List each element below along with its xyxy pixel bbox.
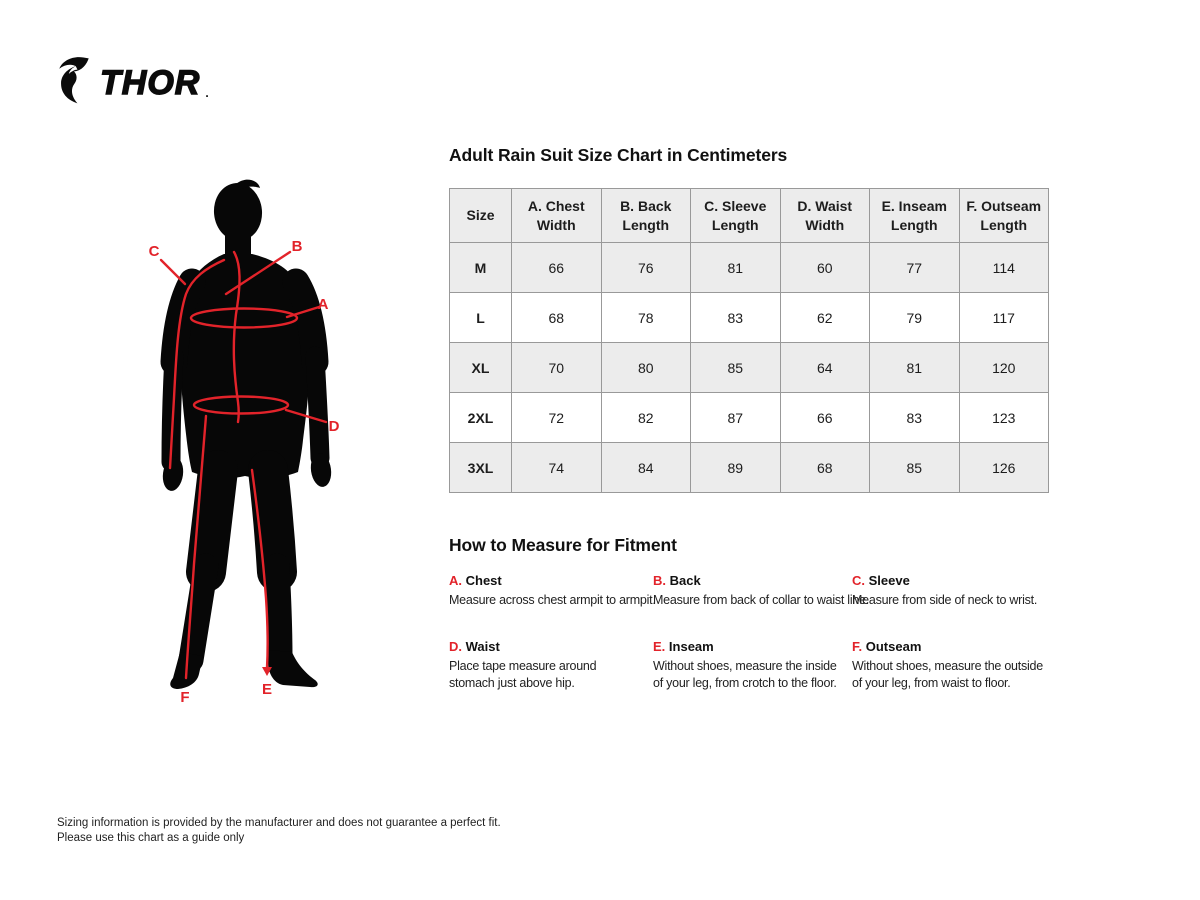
table-cell: 82: [601, 393, 691, 443]
size-chart-title: Adult Rain Suit Size Chart in Centimeters: [449, 145, 788, 165]
measure-grid: [449, 573, 1049, 692]
measure-desc-line: Measure from back of collar to waist line.: [653, 593, 869, 607]
measure-item-heading: [852, 573, 1049, 588]
table-cell: 60: [780, 243, 870, 293]
measurement-figure: [140, 172, 360, 712]
table-cell: 83: [691, 293, 781, 343]
table-cell: 85: [870, 443, 960, 493]
measure-item-inseam: [653, 639, 852, 692]
table-cell: 68: [512, 293, 602, 343]
table-cell: 64: [780, 343, 870, 393]
table-header-row: [450, 189, 1049, 243]
disclaimer-line: Please use this chart as a guide only: [57, 832, 245, 844]
measure-item-heading: [653, 573, 852, 588]
measure-desc-line: of your leg, from crotch to the floor.: [653, 676, 837, 690]
size-label: L: [450, 293, 512, 343]
measure-item-heading: [449, 573, 653, 588]
measure-item-heading: [653, 639, 852, 654]
size-label: M: [450, 243, 512, 293]
measure-name: Waist: [465, 639, 500, 654]
measure-letter: C.: [852, 573, 865, 588]
table-cell: 117: [959, 293, 1049, 343]
figure-label-E: E: [261, 681, 273, 698]
figure-label-F: F: [180, 689, 190, 706]
brand-name: THOR: [100, 64, 201, 102]
header-outseam: F. Outseam Length: [959, 189, 1049, 243]
table-row: [450, 443, 1049, 493]
header-size: Size: [450, 189, 512, 243]
table-cell: 85: [691, 343, 781, 393]
table-row: [450, 393, 1049, 443]
measure-item-waist: [449, 639, 653, 692]
table-cell: 74: [512, 443, 602, 493]
table-cell: 89: [691, 443, 781, 493]
figure-label-D: D: [328, 418, 340, 435]
header-inseam: E. Inseam Length: [870, 189, 960, 243]
leader-C: [161, 260, 185, 284]
size-chart-section: [449, 145, 1049, 692]
measure-name: Inseam: [668, 639, 714, 654]
measure-name: Back: [669, 573, 701, 588]
table-cell: 83: [870, 393, 960, 443]
body-silhouette-svg: [140, 172, 360, 712]
measure-item-chest: [449, 573, 656, 609]
thor-goat-icon: [55, 56, 93, 104]
disclaimer: [57, 816, 501, 846]
table-cell: 70: [512, 343, 602, 393]
measure-letter: B.: [653, 573, 666, 588]
table-cell: 81: [691, 243, 781, 293]
measure-item-back: [653, 573, 869, 609]
header-waist: D. Waist Width: [780, 189, 870, 243]
table-cell: 77: [870, 243, 960, 293]
measure-name: Chest: [465, 573, 502, 588]
table-cell: 76: [601, 243, 691, 293]
table-cell: 114: [959, 243, 1049, 293]
measure-item-sleeve: [852, 573, 1049, 609]
how-to-measure-title: How to Measure for Fitment: [449, 535, 677, 555]
header-chest: A. Chest Width: [512, 189, 602, 243]
size-label: 3XL: [450, 443, 512, 493]
brand-logo: [55, 56, 209, 104]
size-label: 2XL: [450, 393, 512, 443]
table-row: [450, 343, 1049, 393]
measure-letter: F.: [852, 639, 863, 654]
measure-item-outseam: [852, 639, 1049, 692]
figure-label-B: B: [291, 238, 303, 255]
table-cell: 126: [959, 443, 1049, 493]
header-back: B. Back Length: [601, 189, 691, 243]
size-chart-table: [449, 188, 1049, 493]
disclaimer-line: Sizing information is provided by the manufacturer and does not guarantee a perfect fit.: [57, 817, 501, 829]
table-cell: 84: [601, 443, 691, 493]
measure-item-heading: [449, 639, 653, 654]
body-silhouette: [180, 180, 310, 479]
how-to-measure-section: [449, 535, 1049, 692]
table-cell: 78: [601, 293, 691, 343]
figure-label-C: C: [148, 243, 160, 260]
measure-desc-line: Measure from side of neck to wrist.: [852, 593, 1038, 607]
table-cell: 66: [512, 243, 602, 293]
measure-letter: D.: [449, 639, 462, 654]
table-row: [450, 243, 1049, 293]
size-label: XL: [450, 343, 512, 393]
table-cell: 87: [691, 393, 781, 443]
measure-item-heading: [852, 639, 1049, 654]
measure-letter: A.: [449, 573, 462, 588]
table-cell: 68: [780, 443, 870, 493]
header-sleeve: C. Sleeve Length: [691, 189, 781, 243]
table-row: [450, 293, 1049, 343]
table-cell: 66: [780, 393, 870, 443]
measure-desc-line: Place tape measure around: [449, 659, 597, 673]
table-cell: 72: [512, 393, 602, 443]
figure-label-A: A: [317, 296, 329, 313]
table-cell: 120: [959, 343, 1049, 393]
table-cell: 123: [959, 393, 1049, 443]
table-cell: 80: [601, 343, 691, 393]
measure-desc-line: Without shoes, measure the outside: [852, 659, 1043, 673]
table-cell: 79: [870, 293, 960, 343]
measure-desc-line: of your leg, from waist to floor.: [852, 676, 1011, 690]
table-cell: 62: [780, 293, 870, 343]
measure-desc-line: stomach just above hip.: [449, 676, 575, 690]
brand-trademark: .: [205, 86, 209, 100]
measure-desc-line: Measure across chest armpit to armpit.: [449, 593, 656, 607]
measure-desc-line: Without shoes, measure the inside: [653, 659, 837, 673]
measure-letter: E.: [653, 639, 666, 654]
measure-name: Sleeve: [868, 573, 910, 588]
table-cell: 81: [870, 343, 960, 393]
measure-name: Outseam: [865, 639, 922, 654]
